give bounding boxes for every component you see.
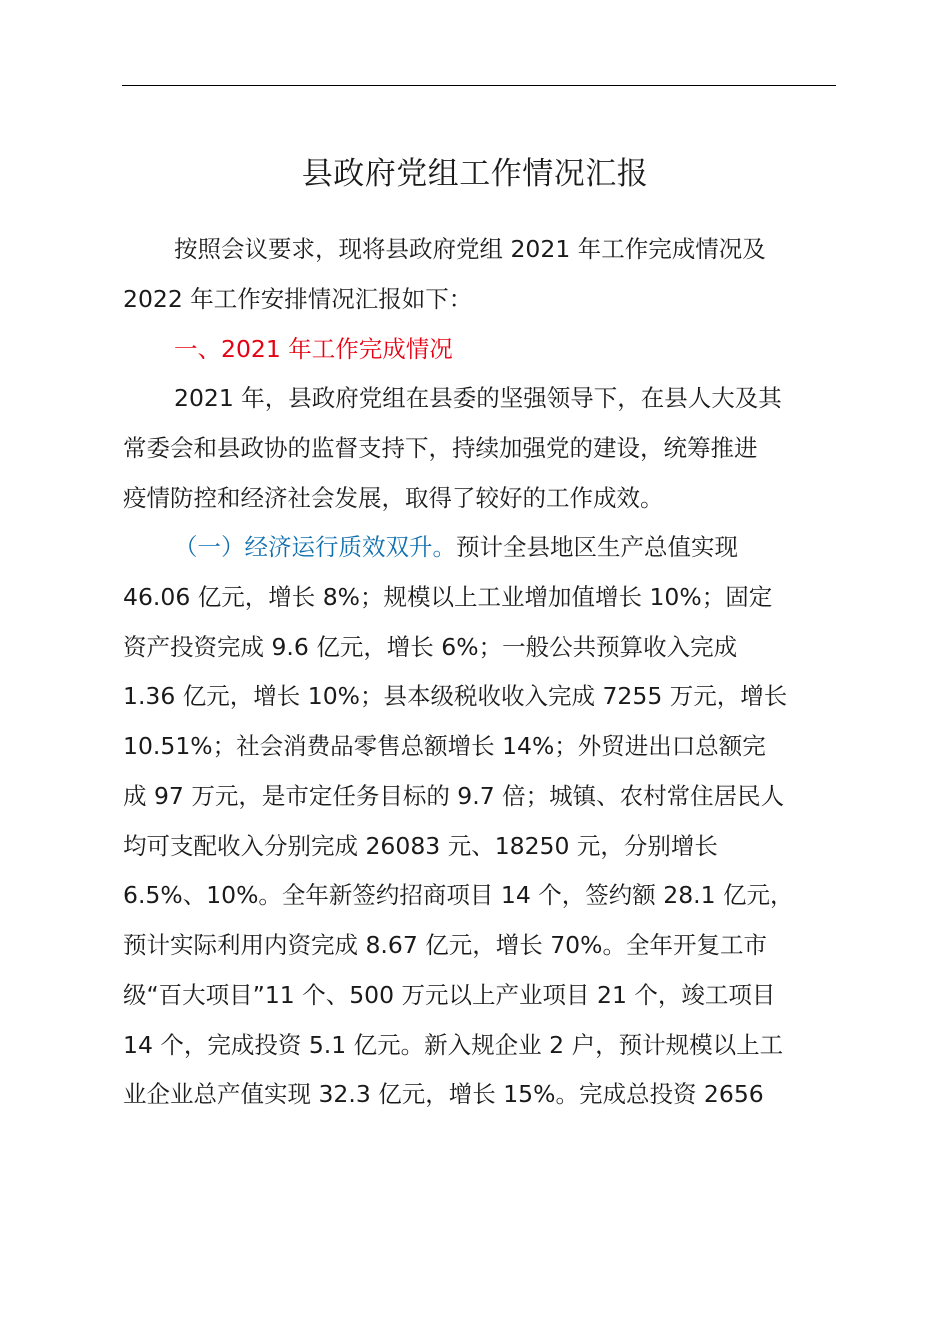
paragraph-line: 成 97 万元，是市定任务目标的 9.7 倍；城镇、农村常住居民人: [123, 782, 785, 810]
paragraph-line: 1.36 亿元，增长 10%；县本级税收收入完成 7255 万元，增长: [123, 682, 788, 710]
subsection-line: [174, 522, 738, 572]
paragraph-line: 级“百大项目”11 个、500 万元以上产业项目 21 个，竣工项目: [123, 981, 776, 1009]
subsection-heading: （一）经济运行质效双升。: [174, 533, 456, 561]
section-heading: 一、2021 年工作完成情况: [174, 335, 453, 363]
paragraph-line: 6.5%、10%。全年新签约招商项目 14 个，签约额 28.1 亿元，: [123, 881, 794, 909]
paragraph-line: 2021 年，县政府党组在县委的坚强领导下，在县人大及其: [174, 384, 782, 412]
paragraph-line: 按照会议要求，现将县政府党组 2021 年工作完成情况及: [174, 235, 766, 263]
paragraph-line: 14 个，完成投资 5.1 亿元。新入规企业 2 户，预计规模以上工: [123, 1031, 784, 1059]
paragraph-line: 疫情防控和经济社会发展，取得了较好的工作成效。: [123, 484, 664, 512]
document-title: 县政府党组工作情况汇报: [301, 156, 649, 192]
header-rule: [122, 85, 836, 86]
paragraph-line: 10.51%；社会消费品零售总额增长 14%；外贸进出口总额完: [123, 732, 766, 760]
paragraph-line: 46.06 亿元，增长 8%；规模以上工业增加值增长 10%；固定: [123, 583, 773, 611]
paragraph-line: 常委会和县政协的监督支持下，持续加强党的建设，统筹推进: [123, 434, 758, 462]
paragraph-line: 预计实际利用内资完成 8.67 亿元，增长 70%。全年开复工市: [123, 931, 767, 959]
paragraph-line: 2022 年工作安排情况汇报如下：: [123, 285, 473, 313]
subsection-text: 预计全县地区生产总值实现: [456, 533, 738, 561]
paragraph-line: 资产投资完成 9.6 亿元，增长 6%；一般公共预算收入完成: [123, 633, 738, 661]
paragraph-line: 业企业总产值实现 32.3 亿元，增长 15%。完成总投资 2656: [123, 1080, 764, 1108]
paragraph-line: 均可支配收入分别完成 26083 元、18250 元，分别增长: [123, 832, 718, 860]
